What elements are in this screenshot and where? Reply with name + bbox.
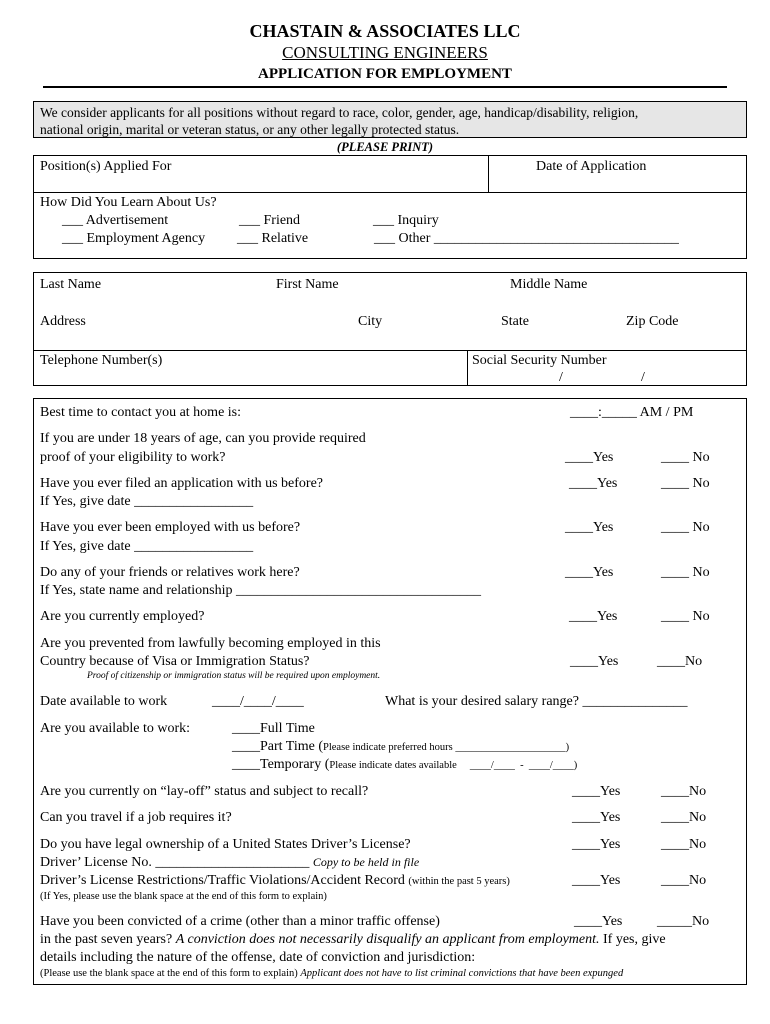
license-yes[interactable]: ____Yes bbox=[572, 837, 621, 852]
eeo-notice-box bbox=[33, 101, 747, 138]
visa-question: Are you prevented from lawfully becoming employed in this bbox=[40, 636, 381, 651]
state-field[interactable]: State bbox=[501, 314, 529, 329]
layoff-yes[interactable]: ____Yes bbox=[572, 784, 621, 799]
restrictions-no[interactable]: ____No bbox=[661, 873, 707, 888]
zip-code-field[interactable]: Zip Code bbox=[626, 314, 679, 329]
temporary-label: ____Temporary ( bbox=[232, 757, 330, 772]
travel-no[interactable]: ____No bbox=[661, 810, 707, 825]
friends-relatives-yes[interactable]: ____Yes bbox=[565, 565, 614, 580]
crime-disqualify-note: A conviction does not necessarily disqualify an applicant from employment. bbox=[175, 932, 600, 947]
eeo-notice-line1: We consider applicants for all positions without regard to race, color, gender, age, handicap/disability, religion, bbox=[40, 105, 639, 120]
under18-no[interactable]: ____ No bbox=[661, 450, 710, 465]
best-time-label: Best time to contact you at home is: bbox=[40, 405, 242, 420]
date-available-field[interactable]: ____/____/____ bbox=[212, 694, 304, 709]
currently-employed-no[interactable]: ____ No bbox=[661, 609, 710, 624]
visa-yes[interactable]: ____Yes bbox=[570, 654, 619, 669]
crime-give-text: If yes, give bbox=[603, 932, 666, 947]
best-time-field[interactable]: ____:_____ AM / PM bbox=[570, 405, 694, 420]
first-name-field[interactable]: First Name bbox=[276, 277, 339, 292]
license-number-label: Driver’ License No. ______________________ bbox=[40, 855, 310, 870]
travel-yes[interactable]: ____Yes bbox=[572, 810, 621, 825]
license-no[interactable]: ____No bbox=[661, 837, 707, 852]
personal-divider bbox=[34, 350, 746, 351]
full-time-option[interactable]: ____Full Time bbox=[232, 721, 315, 736]
currently-employed-question: Are you currently employed? bbox=[40, 609, 205, 624]
ssn-divider bbox=[467, 350, 468, 386]
layoff-question: Are you currently on “lay-off” status and subject to recall? bbox=[40, 784, 369, 799]
ssn-field[interactable]: Social Security Number bbox=[472, 353, 607, 368]
friends-relatives-relationship[interactable]: If Yes, state name and relationship ___________________________________ bbox=[40, 583, 481, 598]
license-question: Do you have legal ownership of a United States Driver’s License? bbox=[40, 837, 411, 852]
last-name-field[interactable]: Last Name bbox=[40, 277, 102, 292]
date-of-application-field[interactable]: Date of Application bbox=[536, 159, 647, 174]
travel-question: Can you travel if a job requires it? bbox=[40, 810, 232, 825]
inquiry-option[interactable]: ___ Inquiry bbox=[373, 213, 439, 228]
how-learn-label: How Did You Learn About Us? bbox=[40, 195, 217, 210]
relative-option[interactable]: ___ Relative bbox=[237, 231, 309, 246]
license-copy-note: Copy to be held in file bbox=[312, 855, 420, 869]
temporary-option[interactable] bbox=[232, 757, 577, 773]
restrictions-label: Driver’s License Restrictions/Traffic Violations/Accident Record bbox=[40, 873, 405, 888]
filed-before-date[interactable]: If Yes, give date _________________ bbox=[40, 494, 254, 509]
employed-before-no[interactable]: ____ No bbox=[661, 520, 710, 535]
company-name: CHASTAIN & ASSOCIATES LLC bbox=[249, 21, 521, 41]
crime-no[interactable]: _____No bbox=[657, 914, 710, 929]
crime-question: Have you been convicted of a crime (other than a minor traffic offense) bbox=[40, 914, 440, 929]
friends-relatives-question: Do any of your friends or relatives work here? bbox=[40, 565, 300, 580]
other-option[interactable]: ___ Other ___________________________________ bbox=[374, 231, 679, 246]
under18-question: If you are under 18 years of age, can you provide required bbox=[40, 431, 366, 446]
visa-proof-note: Proof of citizenship or immigration status will be required upon employment. bbox=[87, 671, 381, 681]
under18-yes[interactable]: ____Yes bbox=[565, 450, 614, 465]
restrictions-explain-note: (If Yes, please use the blank space at the end of this form to explain) bbox=[40, 891, 327, 902]
filed-before-yes[interactable]: ____Yes bbox=[569, 476, 618, 491]
crime-period-text: in the past seven years? bbox=[40, 932, 173, 947]
company-subtitle: CONSULTING ENGINEERS bbox=[282, 43, 488, 62]
form-title: APPLICATION FOR EMPLOYMENT bbox=[258, 66, 512, 82]
under18-question: proof of your eligibility to work? bbox=[40, 450, 226, 465]
part-time-hours-note: Please indicate preferred hours _____________________) bbox=[323, 742, 570, 753]
crime-yes[interactable]: ____Yes bbox=[574, 914, 623, 929]
crime-expunged-note: Applicant does not have to list criminal convictions that have been expunged bbox=[300, 968, 624, 979]
crime-details-text: details including the nature of the offense, date of conviction and jurisdiction: bbox=[40, 950, 476, 965]
ssn-slash: / bbox=[641, 370, 645, 385]
visa-no[interactable]: ____No bbox=[657, 654, 703, 669]
friend-option[interactable]: ___ Friend bbox=[239, 213, 301, 228]
crime-explain-line bbox=[40, 968, 623, 980]
address-field[interactable]: Address bbox=[40, 314, 86, 329]
friends-relatives-no[interactable]: ____ No bbox=[661, 565, 710, 580]
please-print-label: (PLEASE PRINT) bbox=[336, 140, 434, 154]
salary-range-field[interactable]: What is your desired salary range? _______________ bbox=[385, 694, 688, 709]
available-to-work-label: Are you available to work: bbox=[40, 721, 191, 736]
position-divider bbox=[34, 192, 746, 193]
restrictions-question bbox=[40, 873, 510, 889]
layoff-no[interactable]: ____No bbox=[661, 784, 707, 799]
positions-applied-for-field[interactable]: Position(s) Applied For bbox=[40, 159, 172, 174]
employment-agency-option[interactable]: ___ Employment Agency bbox=[62, 231, 206, 246]
temporary-dates-note: Please indicate dates available ____/____ - ____/____) bbox=[329, 760, 578, 771]
crime-explain-note: (Please use the blank space at the end of this form to explain) bbox=[40, 968, 298, 979]
filed-before-question: Have you ever filed an application with us before? bbox=[40, 476, 324, 491]
city-field[interactable]: City bbox=[358, 314, 383, 329]
ssn-slash: / bbox=[559, 370, 563, 385]
personal-info-box bbox=[33, 272, 747, 386]
employed-before-yes[interactable]: ____Yes bbox=[565, 520, 614, 535]
header-rule bbox=[43, 86, 727, 88]
telephone-field[interactable]: Telephone Number(s) bbox=[40, 353, 163, 368]
part-time-option[interactable] bbox=[232, 739, 569, 755]
position-box bbox=[33, 155, 747, 259]
filed-before-no[interactable]: ____ No bbox=[661, 476, 710, 491]
date-available-label: Date available to work bbox=[40, 694, 168, 709]
advertisement-option[interactable]: ___ Advertisement bbox=[62, 213, 169, 228]
license-number-field[interactable] bbox=[40, 855, 419, 871]
employed-before-question: Have you ever been employed with us before? bbox=[40, 520, 301, 535]
restrictions-yes[interactable]: ____Yes bbox=[572, 873, 621, 888]
part-time-label: ____Part Time ( bbox=[232, 739, 324, 754]
middle-name-field[interactable]: Middle Name bbox=[510, 277, 588, 292]
employed-before-date[interactable]: If Yes, give date _________________ bbox=[40, 539, 254, 554]
crime-question-line2 bbox=[40, 932, 666, 948]
restrictions-period-note: (within the past 5 years) bbox=[408, 876, 510, 887]
eeo-notice-line2: national origin, marital or veteran status, or any other legally protected status. bbox=[40, 122, 460, 137]
currently-employed-yes[interactable]: ____Yes bbox=[569, 609, 618, 624]
position-date-divider bbox=[488, 156, 489, 192]
visa-question: Country because of Visa or Immigration Status? bbox=[40, 654, 310, 669]
